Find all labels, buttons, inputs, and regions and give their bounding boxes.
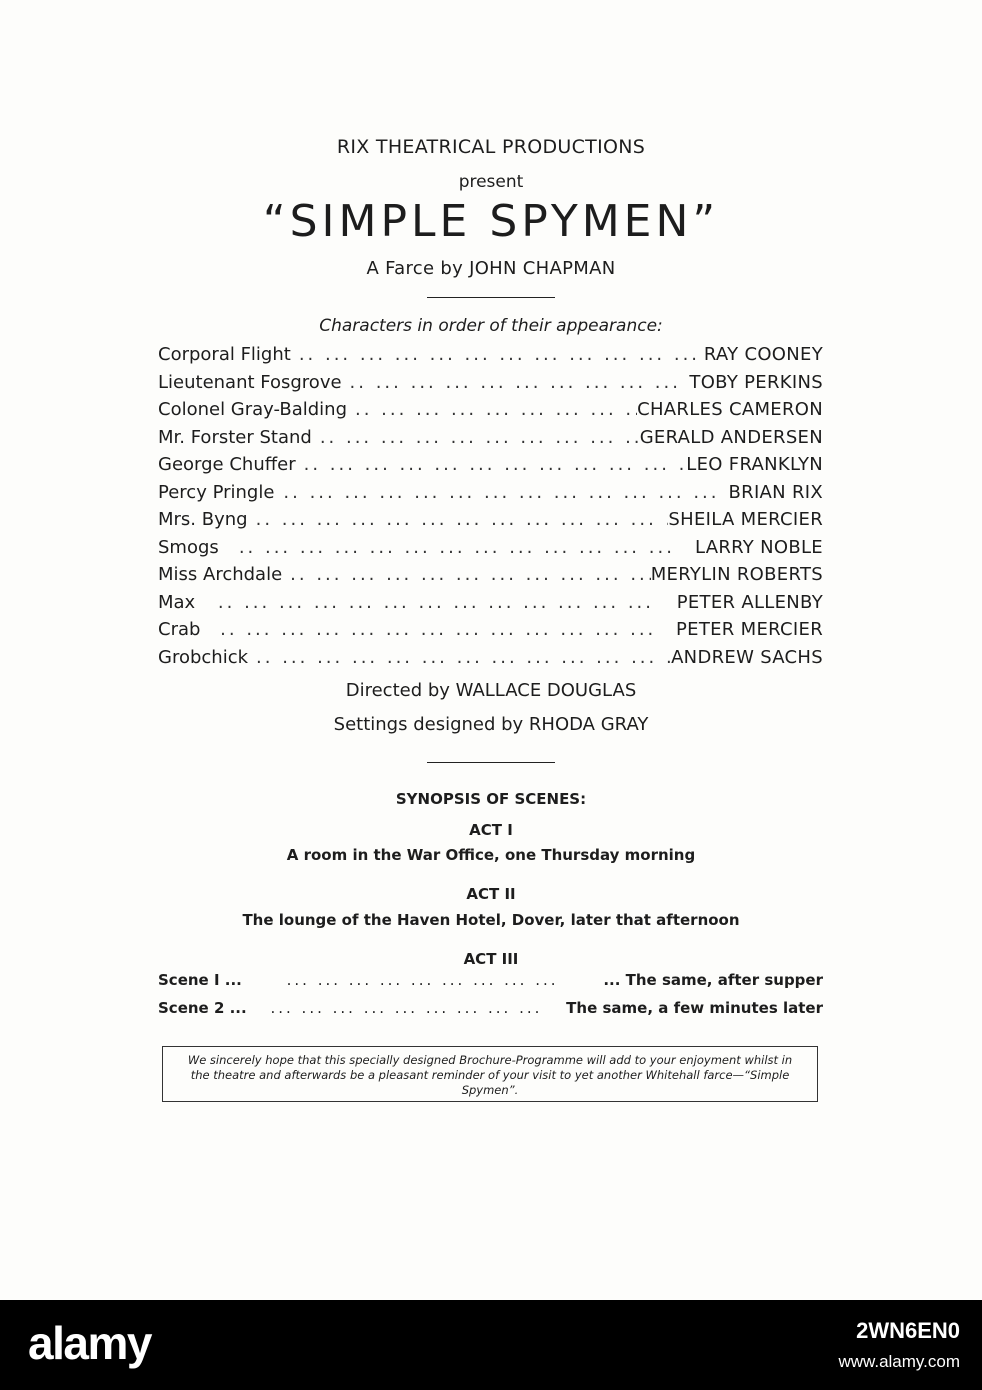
- cast-row: [158, 479, 823, 507]
- leader-dots: [248, 644, 671, 672]
- characters-heading: Characters in order of their appearance:: [319, 316, 663, 336]
- cast-role: Grobchick: [158, 646, 249, 668]
- producer-line: RIX THEATRICAL PRODUCTIONS: [336, 136, 646, 158]
- act-2-description: The lounge of the Haven Hotel, Dover, later that afternoon: [242, 911, 740, 929]
- cast-row: [158, 644, 823, 672]
- scene-label: Scene 2 ...: [158, 999, 247, 1017]
- settings-credit: Settings designed by RHODA GRAY: [333, 714, 649, 735]
- cast-role: Miss Archdale: [158, 564, 283, 585]
- cast-role: Corporal Flight: [158, 344, 291, 365]
- director-credit: Directed by WALLACE DOUGLAS: [345, 680, 637, 701]
- divider-rule: [427, 762, 555, 763]
- leader-dots: [247, 999, 566, 1017]
- cast-actor: PETER ALLENBY: [676, 591, 823, 613]
- cast-role: Lieutenant Fosgrove: [158, 371, 342, 393]
- cast-row: [158, 369, 823, 397]
- cast-row: [158, 396, 823, 424]
- cast-actor: RAY COONEY: [703, 344, 823, 365]
- leader-dots: [195, 589, 676, 617]
- leader-dots: [347, 396, 637, 424]
- scene-description: ... The same, after supper: [603, 971, 823, 989]
- act-2-label: ACT II: [466, 885, 516, 903]
- cast-role: Max: [158, 591, 196, 613]
- scene-row: [158, 999, 823, 1017]
- cast-actor: CHARLES CAMERON: [637, 399, 823, 420]
- leader-dots: [248, 506, 669, 534]
- act-3-label: ACT III: [463, 950, 519, 968]
- brand-text: alamy: [28, 1317, 151, 1369]
- act-1-label: ACT I: [469, 821, 513, 839]
- cast-role: Percy Pringle: [158, 481, 275, 503]
- cast-row: [158, 506, 823, 534]
- leader-dots: [296, 451, 687, 479]
- cast-role: Smogs: [158, 536, 219, 558]
- cast-actor: BRIAN RIX: [728, 481, 823, 503]
- scene-row: [158, 971, 823, 989]
- cast-actor: LEO FRANKLYN: [686, 454, 823, 475]
- cast-actor: GERALD ANDERSEN: [639, 426, 823, 448]
- cast-row: [158, 589, 823, 617]
- synopsis-heading: SYNOPSIS OF SCENES:: [395, 790, 587, 808]
- note-text: We sincerely hope that this specially designed Brochure-Programme will add to your enjoyment whilst in the theatre and afterwards be a pleasant reminder of your visit to yet another Whitehall farce—“Simple Spymen”.: [187, 1053, 793, 1097]
- cast-row: [158, 451, 823, 479]
- leader-dots: [274, 479, 728, 507]
- play-title: “SIMPLE SPYMEN”: [262, 196, 720, 247]
- cast-actor: SHEILA MERCIER: [668, 509, 823, 530]
- website-url: www.alamy.com: [838, 1352, 960, 1371]
- brand-logo: [28, 1316, 151, 1370]
- scene-description: The same, a few minutes later: [566, 999, 823, 1017]
- leader-dots: [342, 369, 690, 397]
- leader-dots: [282, 561, 651, 589]
- cast-row: [158, 561, 823, 589]
- act-1-description: A room in the War Office, one Thursday morning: [286, 846, 696, 864]
- image-id: 2WN6EN0: [856, 1318, 960, 1343]
- leader-dots: [242, 971, 603, 989]
- cast-actor: MERYLIN ROBERTS: [650, 564, 823, 585]
- note-box: [162, 1046, 818, 1102]
- leader-dots: [291, 341, 704, 369]
- scene-label: Scene I ...: [158, 971, 242, 989]
- cast-list: [158, 341, 823, 671]
- leader-dots: [219, 534, 695, 562]
- leader-dots: [312, 424, 640, 452]
- leader-dots: [200, 616, 676, 644]
- play-subtitle: A Farce by JOHN CHAPMAN: [366, 258, 616, 279]
- present-line: present: [458, 172, 524, 192]
- cast-row: [158, 616, 823, 644]
- cast-role: Colonel Gray-Balding: [158, 399, 348, 420]
- cast-role: George Chuffer: [158, 454, 296, 475]
- cast-actor: PETER MERCIER: [676, 619, 823, 640]
- cast-actor: ANDREW SACHS: [671, 646, 823, 668]
- cast-actor: TOBY PERKINS: [689, 371, 823, 393]
- divider-rule: [427, 297, 555, 298]
- cast-row: [158, 534, 823, 562]
- cast-role: Mrs. Byng: [158, 509, 248, 530]
- cast-role: Mr. Forster Stand: [158, 426, 312, 448]
- cast-role: Crab: [158, 619, 201, 640]
- cast-row: [158, 341, 823, 369]
- cast-actor: LARRY NOBLE: [694, 536, 823, 558]
- cast-row: [158, 424, 823, 452]
